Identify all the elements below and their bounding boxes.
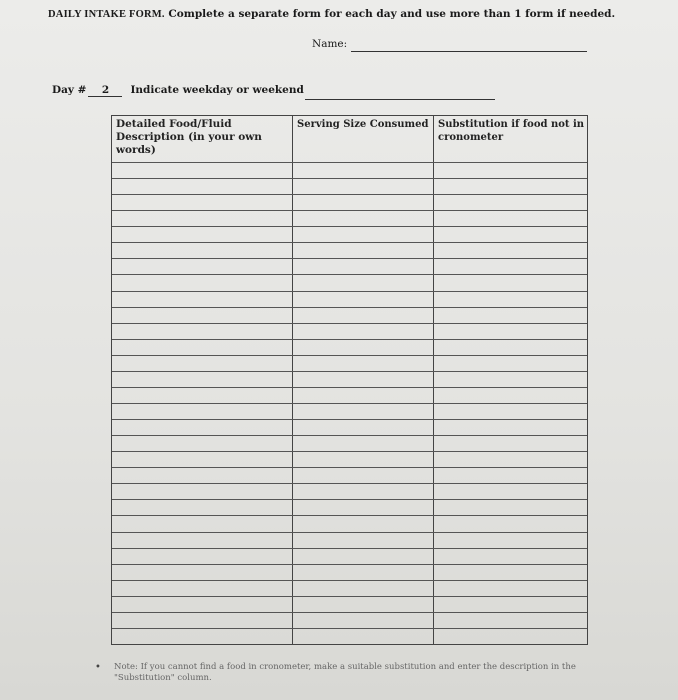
name-label: Name: xyxy=(312,38,348,50)
table-row[interactable] xyxy=(112,548,587,549)
day-row xyxy=(52,84,304,97)
weekday-label: Indicate weekday or weekend xyxy=(130,84,304,96)
note-bullet: • xyxy=(95,662,101,673)
table-row[interactable] xyxy=(112,628,587,629)
table-row[interactable] xyxy=(112,596,587,597)
table-row[interactable] xyxy=(112,532,587,533)
header-substitution: Substitution if food not in cronometer xyxy=(438,119,585,143)
table-row[interactable] xyxy=(112,467,587,468)
note-text: Note: If you cannot find a food in cronometer, make a suitable substitution and enter the description in the "Substitution" column. xyxy=(114,662,576,683)
table-row[interactable] xyxy=(112,403,587,404)
form-title-bold: DAILY INTAKE FORM. xyxy=(48,9,165,20)
form-title-instructions: Complete a separate form for each day and use more than 1 form if needed. xyxy=(164,8,616,20)
table-row[interactable] xyxy=(112,274,587,275)
table-row[interactable] xyxy=(112,435,587,436)
table-row[interactable] xyxy=(112,483,587,484)
table-row[interactable] xyxy=(112,210,587,211)
table-row[interactable] xyxy=(112,226,587,227)
table-row[interactable] xyxy=(112,355,587,356)
table-row[interactable] xyxy=(112,178,587,179)
weekday-field[interactable] xyxy=(305,99,495,100)
table-row[interactable] xyxy=(112,451,587,452)
header-food-description: Detailed Food/Fluid Description (in your own words) xyxy=(116,118,262,156)
table-row[interactable] xyxy=(112,515,587,516)
table-row[interactable] xyxy=(112,258,587,259)
table-row[interactable] xyxy=(112,339,587,340)
table-row[interactable] xyxy=(112,387,587,388)
table-row[interactable] xyxy=(112,291,587,292)
table-row[interactable] xyxy=(112,499,587,500)
table-row[interactable] xyxy=(112,564,587,565)
day-label: Day # xyxy=(52,84,87,96)
name-field[interactable] xyxy=(351,51,587,52)
table-row[interactable] xyxy=(112,242,587,243)
intake-table xyxy=(111,115,588,645)
table-row[interactable] xyxy=(112,323,587,324)
table-row[interactable] xyxy=(112,580,587,581)
table-row[interactable] xyxy=(112,194,587,195)
table-rows xyxy=(112,162,587,644)
table-row[interactable] xyxy=(112,307,587,308)
header-serving-size: Serving Size Consumed xyxy=(297,119,429,130)
table-row[interactable] xyxy=(112,612,587,613)
form-title xyxy=(48,8,615,20)
table-row[interactable] xyxy=(112,419,587,420)
table-row[interactable] xyxy=(112,162,587,163)
day-number-field[interactable]: 2 xyxy=(88,84,122,97)
table-row[interactable] xyxy=(112,371,587,372)
